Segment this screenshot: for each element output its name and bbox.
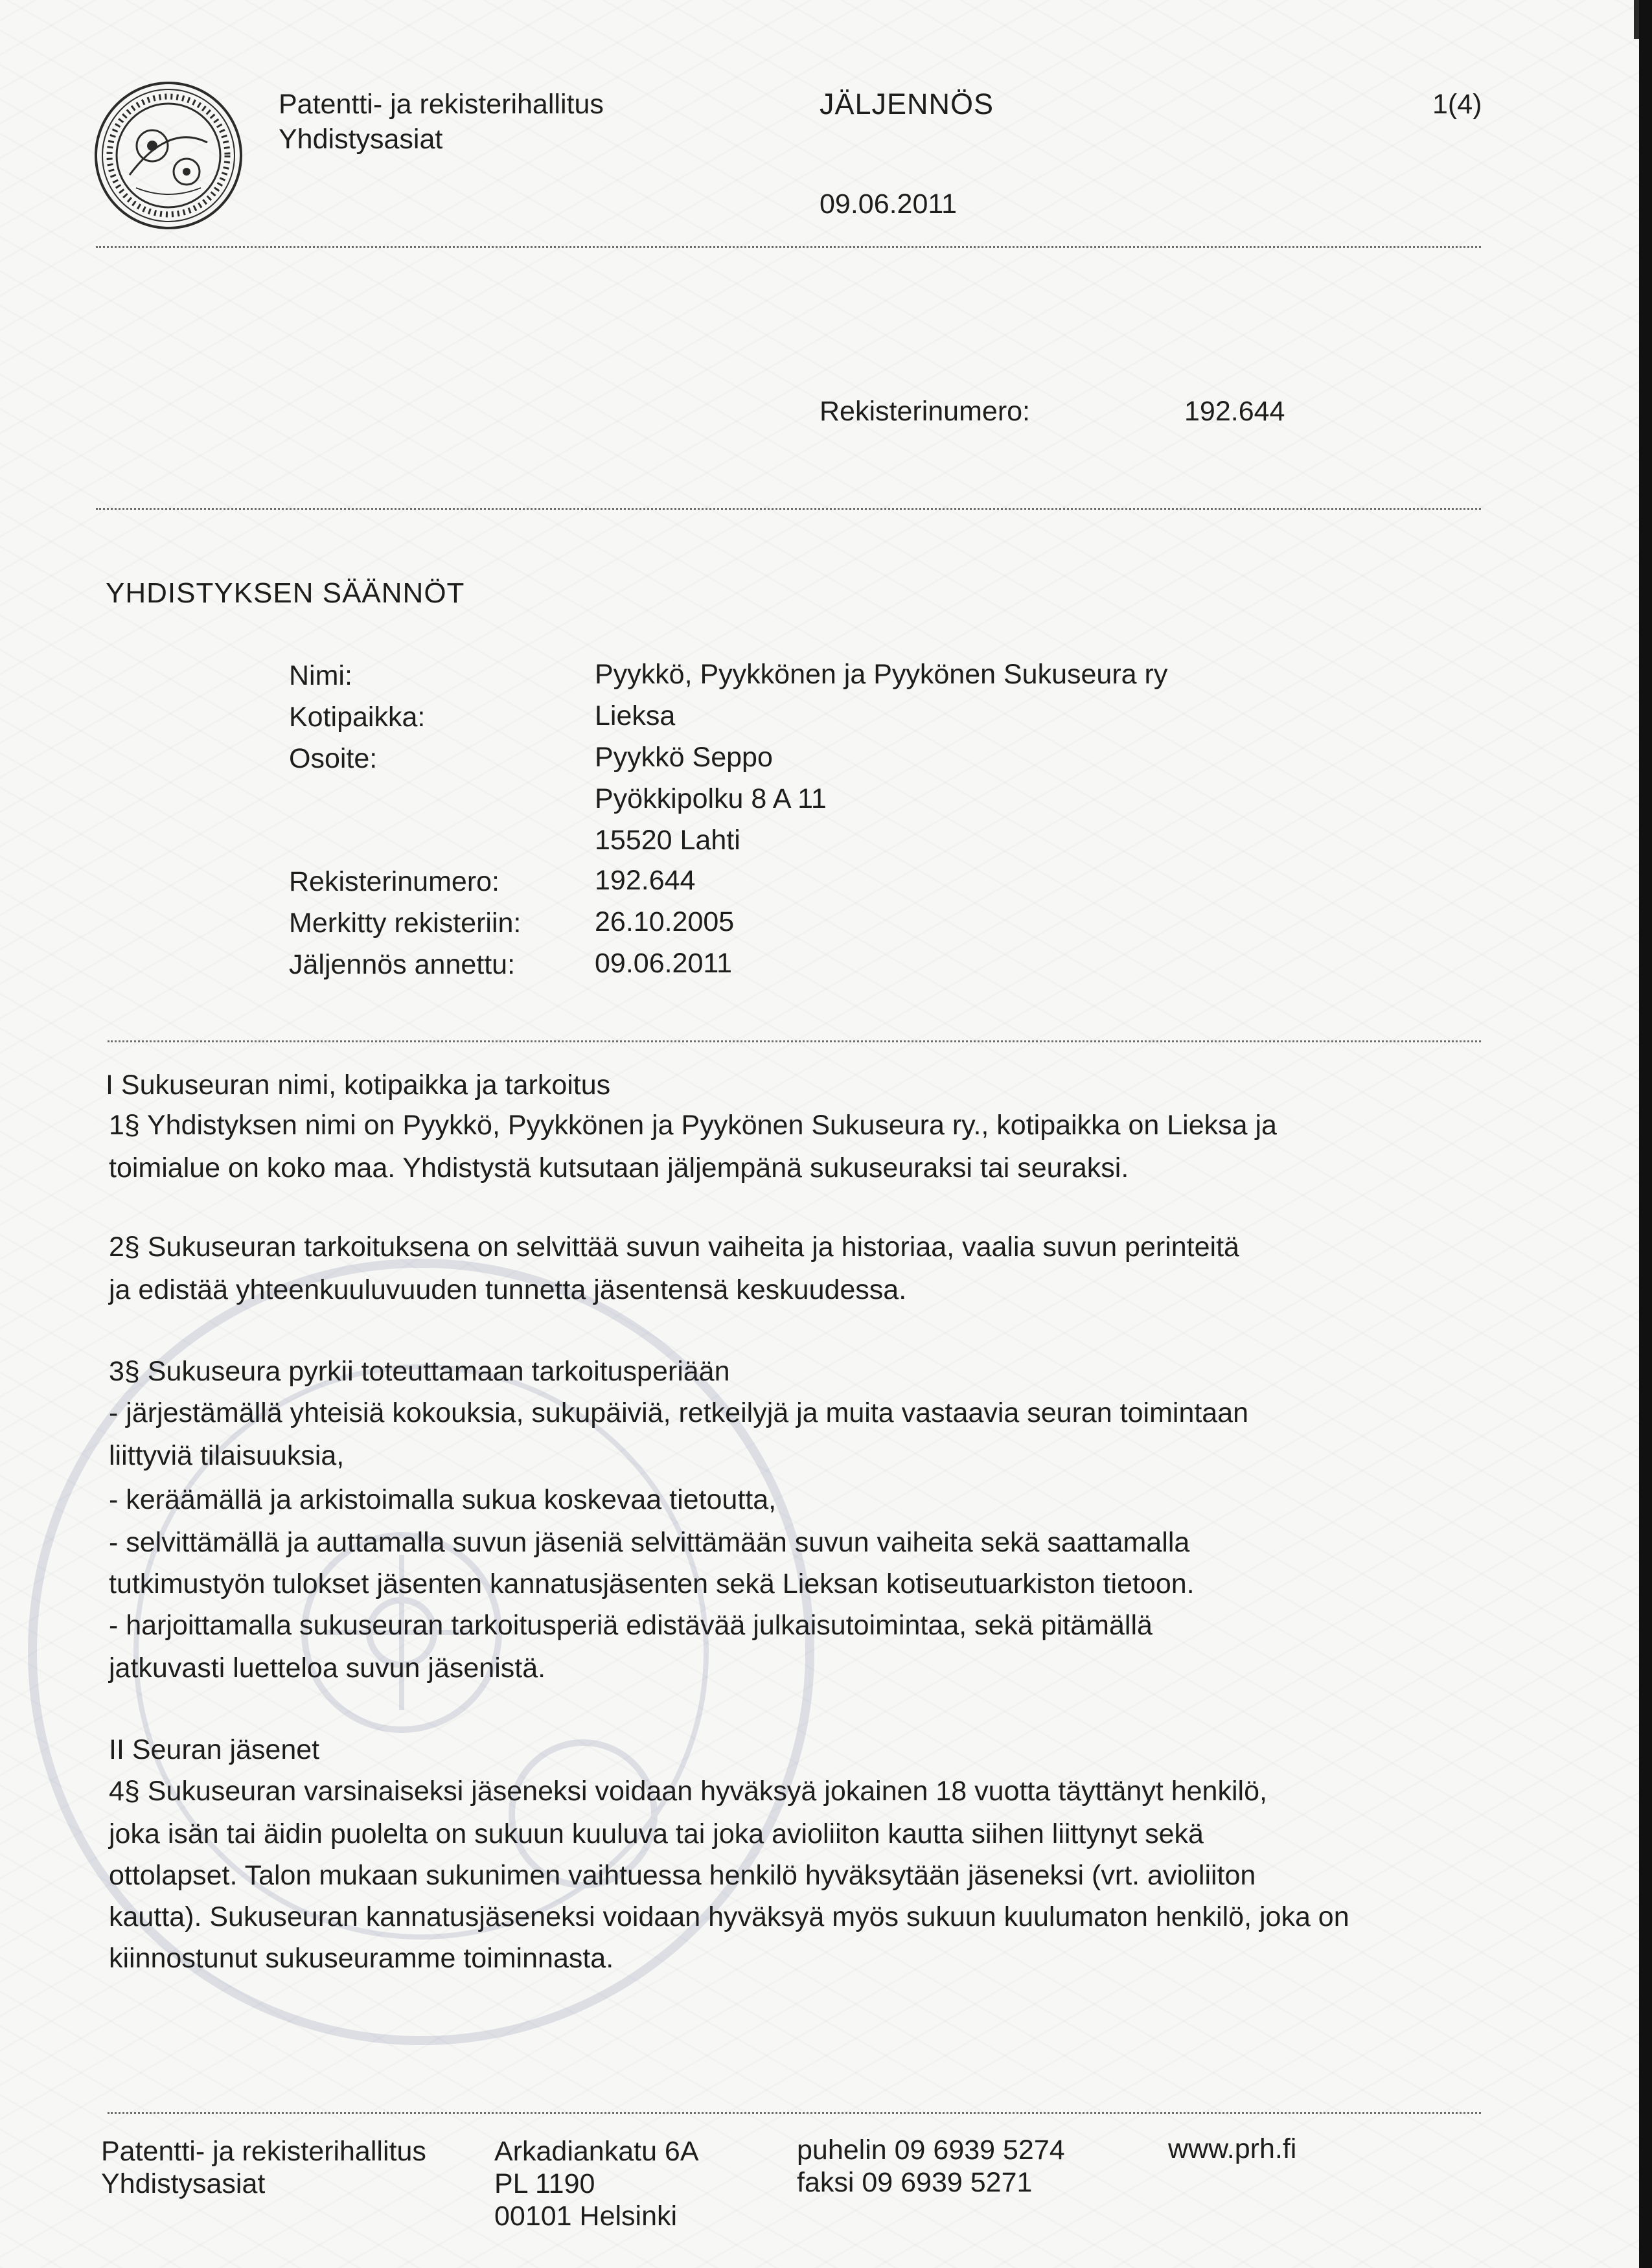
paragraph-line: 1§ Yhdistyksen nimi on Pyykkö, Pyykkönen ja Pyykönen Sukuseura ry., kotipaikka on Lieksa ja	[109, 1110, 1277, 1141]
scan-edge-tip	[1634, 0, 1639, 39]
paragraph-line: 2§ Sukuseuran tarkoituksena on selvittää suvun vaiheita ja historiaa, vaalia suvun perinteitä	[109, 1231, 1239, 1263]
address-label: Osoite:	[289, 743, 378, 774]
document-type: JÄLJENNÖS	[820, 87, 994, 120]
section-heading: II Seuran jäsenet	[109, 1734, 320, 1765]
registry-number-value: 192.644	[1184, 396, 1285, 427]
paragraph-line: tutkimustyön tulokset jäsenten kannatusjäsenten sekä Lieksan kotiseutuarkiston tietoon.	[109, 1568, 1195, 1599]
divider	[108, 1040, 1481, 1042]
address-line-3: 15520 Lahti	[595, 825, 740, 856]
header-org-name: Patentti- ja rekisterihallitus	[279, 89, 604, 120]
paragraph-line: 3§ Sukuseura pyrkii toteuttamaan tarkoitusperiään	[109, 1356, 730, 1387]
name-value: Pyykkö, Pyykkönen ja Pyykönen Sukuseura ry	[595, 659, 1168, 690]
paragraph-line: jatkuvasti luetteloa suvun jäsenistä.	[109, 1653, 546, 1684]
paragraph-line: 4§ Sukuseuran varsinaiseksi jäseneksi voidaan hyväksyä jokainen 18 vuotta täyttänyt henkilö,	[109, 1776, 1267, 1807]
scan-edge	[1639, 0, 1652, 2268]
copy-issued-label: Jäljennös annettu:	[289, 949, 516, 980]
paragraph-line: - järjestämällä yhteisiä kokouksia, sukupäiviä, retkeilyjä ja muita vastaavia seuran toimintaan	[109, 1397, 1249, 1428]
domicile-value: Lieksa	[595, 700, 676, 731]
prh-seal-logo	[91, 78, 246, 233]
footer-address-postcode: 00101 Helsinki	[494, 2201, 678, 2232]
paragraph-line: - selvittämällä ja auttamalla suvun jäseniä selvittämään suvun vaiheita sekä saattamalla	[109, 1527, 1190, 1558]
domicile-label: Kotipaikka:	[289, 702, 426, 733]
footer-fax: faksi 09 6939 5271	[797, 2167, 1033, 2198]
divider	[96, 246, 1481, 248]
registered-label: Merkitty rekisteriin:	[289, 908, 522, 939]
registered-value: 26.10.2005	[595, 906, 735, 937]
address-line-2: Pyökkipolku 8 A 11	[595, 783, 827, 814]
copy-issued-value: 09.06.2011	[595, 948, 733, 979]
footer-address-street: Arkadiankatu 6A	[494, 2136, 699, 2167]
page-number: 1(4)	[1432, 89, 1482, 120]
footer-website-link[interactable]: www.prh.fi	[1168, 2133, 1297, 2164]
rules-title: YHDISTYKSEN SÄÄNNÖT	[106, 577, 465, 609]
paragraph-line: ottolapset. Talon mukaan sukunimen vaihtuessa henkilö hyväksytään jäseneksi (vrt. avioliiton	[109, 1860, 1256, 1891]
header-org-unit: Yhdistysasiat	[279, 124, 443, 155]
paragraph-line: toimialue on koko maa. Yhdistystä kutsutaan jäljempänä sukuseuraksi tai seuraksi.	[109, 1152, 1129, 1184]
name-label: Nimi:	[289, 660, 352, 691]
paragraph-line: kiinnostunut sukuseuramme toiminnasta.	[109, 1943, 614, 1974]
divider	[96, 508, 1481, 510]
paragraph-line: joka isän tai äidin puolelta on sukuun kuuluva tai joka avioliiton kautta siihen liittynyt sekä	[109, 1818, 1204, 1850]
footer-org-unit: Yhdistysasiat	[101, 2168, 266, 2199]
footer-phone: puhelin 09 6939 5274	[797, 2135, 1065, 2166]
paragraph-line: liittyviä tilaisuuksia,	[109, 1440, 345, 1471]
regno-label: Rekisterinumero:	[289, 866, 499, 897]
paragraph-line: kautta). Sukuseuran kannatusjäseneksi voidaan hyväksyä myös sukuun kuulumaton henkilö, joka on	[109, 1901, 1349, 1932]
regno-value: 192.644	[595, 865, 696, 896]
header-date: 09.06.2011	[820, 189, 958, 220]
paragraph-line: - harjoittamalla sukuseuran tarkoitusperiä edistävää julkaisutoimintaa, sekä pitämällä	[109, 1610, 1153, 1641]
address-line-1: Pyykkö Seppo	[595, 742, 773, 773]
footer-org-name: Patentti- ja rekisterihallitus	[101, 2136, 426, 2167]
registry-number-label: Rekisterinumero:	[820, 396, 1030, 427]
section-heading: I Sukuseuran nimi, kotipaikka ja tarkoitus	[106, 1070, 611, 1101]
footer-address-po-box: PL 1190	[494, 2168, 595, 2199]
footer-divider	[108, 2112, 1481, 2114]
paragraph-line: ja edistää yhteenkuuluvuuden tunnetta jäsentensä keskuudessa.	[109, 1274, 907, 1305]
paragraph-line: - keräämällä ja arkistoimalla sukua koskevaa tietoutta,	[109, 1484, 777, 1515]
